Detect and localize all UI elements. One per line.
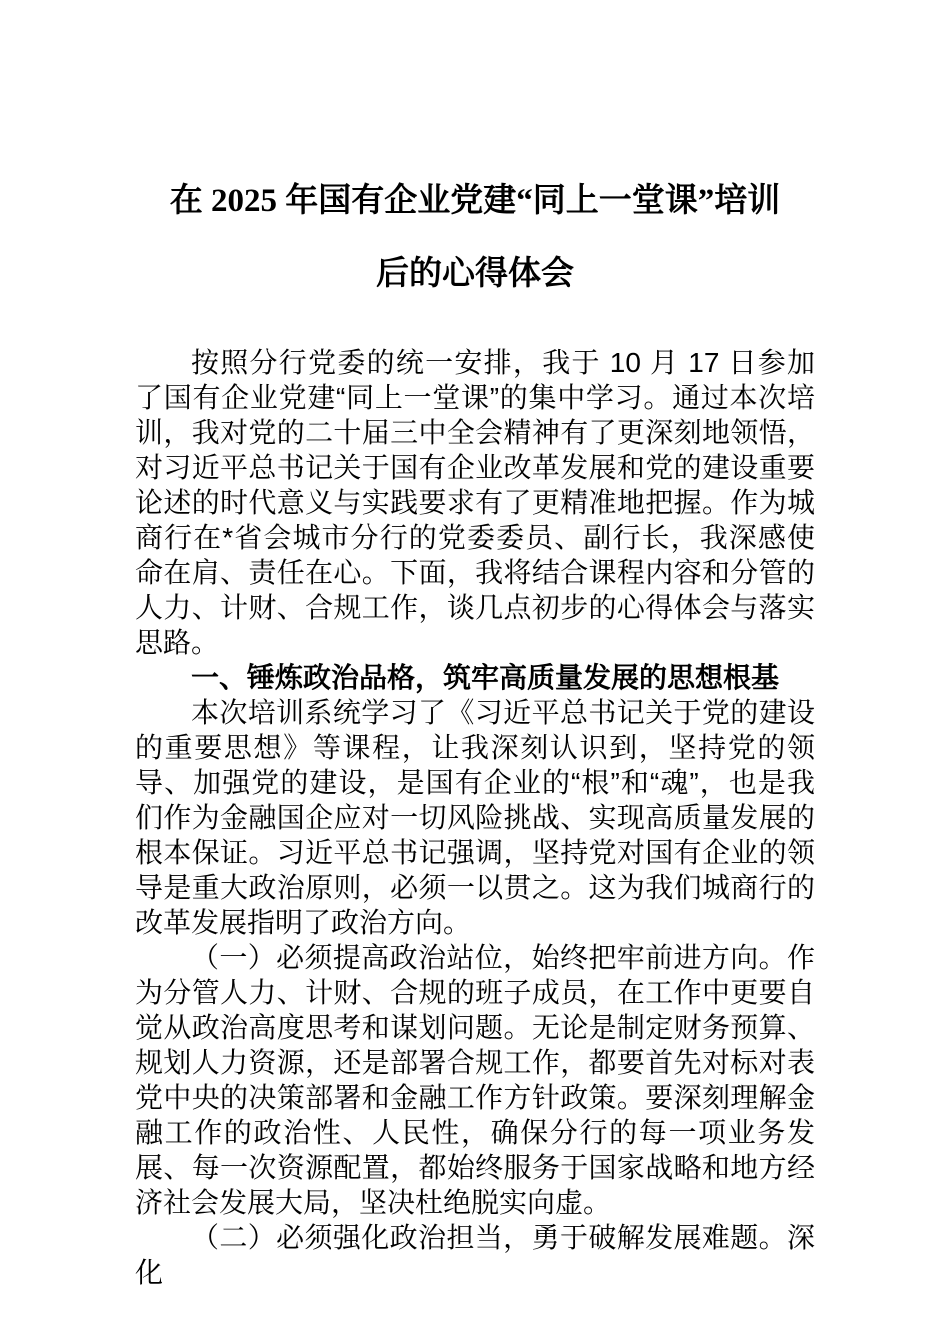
document-title-line-2: 后的心得体会 bbox=[376, 256, 574, 292]
paragraph-point-2-truncated: （二）必须强化政治担当，勇于破解发展难题。深化 bbox=[135, 1222, 815, 1288]
document-title-line-1: 在 2025 年国有企业党建“同上一堂课”培训 bbox=[169, 183, 781, 219]
section-heading-1: 一、锤炼政治品格，筑牢高质量发展的思想根基 bbox=[191, 662, 780, 693]
paragraph-point-1: （一）必须提高政治站位，始终把牢前进方向。作为分管人力、计财、合规的班子成员，在工作中更要自觉从政治高度思考和谋划问题。无论是制定财务预算、规划人力资源，还是部署合规工作，都要首先对标对表党中央的决策部署和金融工作方针政策。要深刻理解金融工作的政治性、人民性，确保分行的每一项业务发展、每一次资源配置，都始终服务于国家战略和地方经济社会发展大局，坚决杜绝脱实向虚。 bbox=[135, 942, 815, 1218]
document-title bbox=[135, 183, 815, 292]
paragraph-intro: 按照分行党委的统一安排，我于 10 月 17 日参加了国有企业党建“同上一堂课”的集中学习。通过本次培训，我对党的二十届三中全会精神有了更深刻地领悟，对习近平总书记关于国有企业改革发展和党的建设重要论述的时代意义与实践要求有了更精准地把握。作为城商行在*省会城市分行的党委委员、副行长，我深感使命在肩、责任在心。下面，我将结合课程内容和分管的人力、计财、合规工作，谈几点初步的心得体会与落实思路。 bbox=[135, 347, 815, 658]
paragraph-section-1-body: 本次培训系统学习了《习近平总书记关于党的建设的重要思想》等课程，让我深刻认识到，坚持党的领导、加强党的建设，是国有企业的“根”和“魂”，也是我们作为金融国企应对一切风险挑战、实现高质量发展的根本保证。习近平总书记强调，坚持党对国有企业的领导是重大政治原则，必须一以贯之。这为我们城商行的改革发展指明了政治方向。 bbox=[135, 697, 815, 938]
document-body bbox=[135, 345, 815, 1290]
